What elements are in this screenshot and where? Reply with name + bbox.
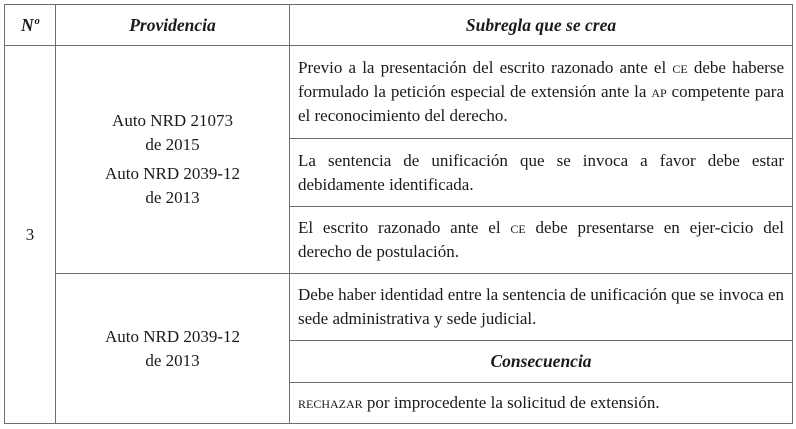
providencia-cell-2	[55, 273, 290, 424]
subregla-cell	[289, 273, 793, 341]
providencia-line: de 2013	[145, 188, 200, 207]
header-number: Nº	[4, 4, 56, 46]
subregla-text: Previo a la presentación del escrito razonado ante el	[298, 58, 673, 77]
subregla-text: competente para el reconocimiento del derecho.	[298, 82, 784, 125]
consecuencia-header: Consecuencia	[289, 340, 793, 383]
consecuencia-text: por improcedente la solicitud de extensión.	[362, 393, 660, 412]
subregla-text: El escrito razonado ante el	[298, 218, 511, 237]
abbreviation: ce	[510, 218, 526, 237]
row-number: 3	[4, 45, 56, 424]
providencia-line: Auto NRD 2039-12	[104, 164, 241, 183]
header-providencia: Providencia	[55, 4, 290, 46]
abbreviation: ap	[651, 82, 667, 101]
subregla-text: debe haberse formulado la petición especial de extensión ante la	[298, 58, 784, 101]
abbreviation: ce	[672, 58, 688, 77]
subregla-cell	[289, 206, 793, 274]
subregla-cell	[289, 45, 793, 139]
header-subregla: Subregla que se crea	[289, 4, 793, 46]
subregla-text: debe presentarse en ejer-cicio del derecho de postulación.	[298, 218, 784, 261]
providencia-line: Auto NRD 2039-12	[104, 326, 241, 346]
providencia-line: de 2015	[145, 135, 200, 154]
subregla-text: La sentencia de unificación que se invoca a favor debe estar debidamente identificada.	[298, 150, 784, 194]
subregla-cell	[289, 138, 793, 207]
abbreviation: rechazar	[298, 393, 363, 412]
providencia-line: de 2013	[145, 350, 200, 370]
providencia-line: Auto NRD 21073	[112, 111, 233, 130]
consecuencia-cell	[289, 382, 793, 424]
subregla-text: Debe haber identidad entre la sentencia de unificación que se invoca en sede administrativa y sede judicial.	[298, 285, 784, 328]
providencia-cell-1	[55, 45, 290, 274]
